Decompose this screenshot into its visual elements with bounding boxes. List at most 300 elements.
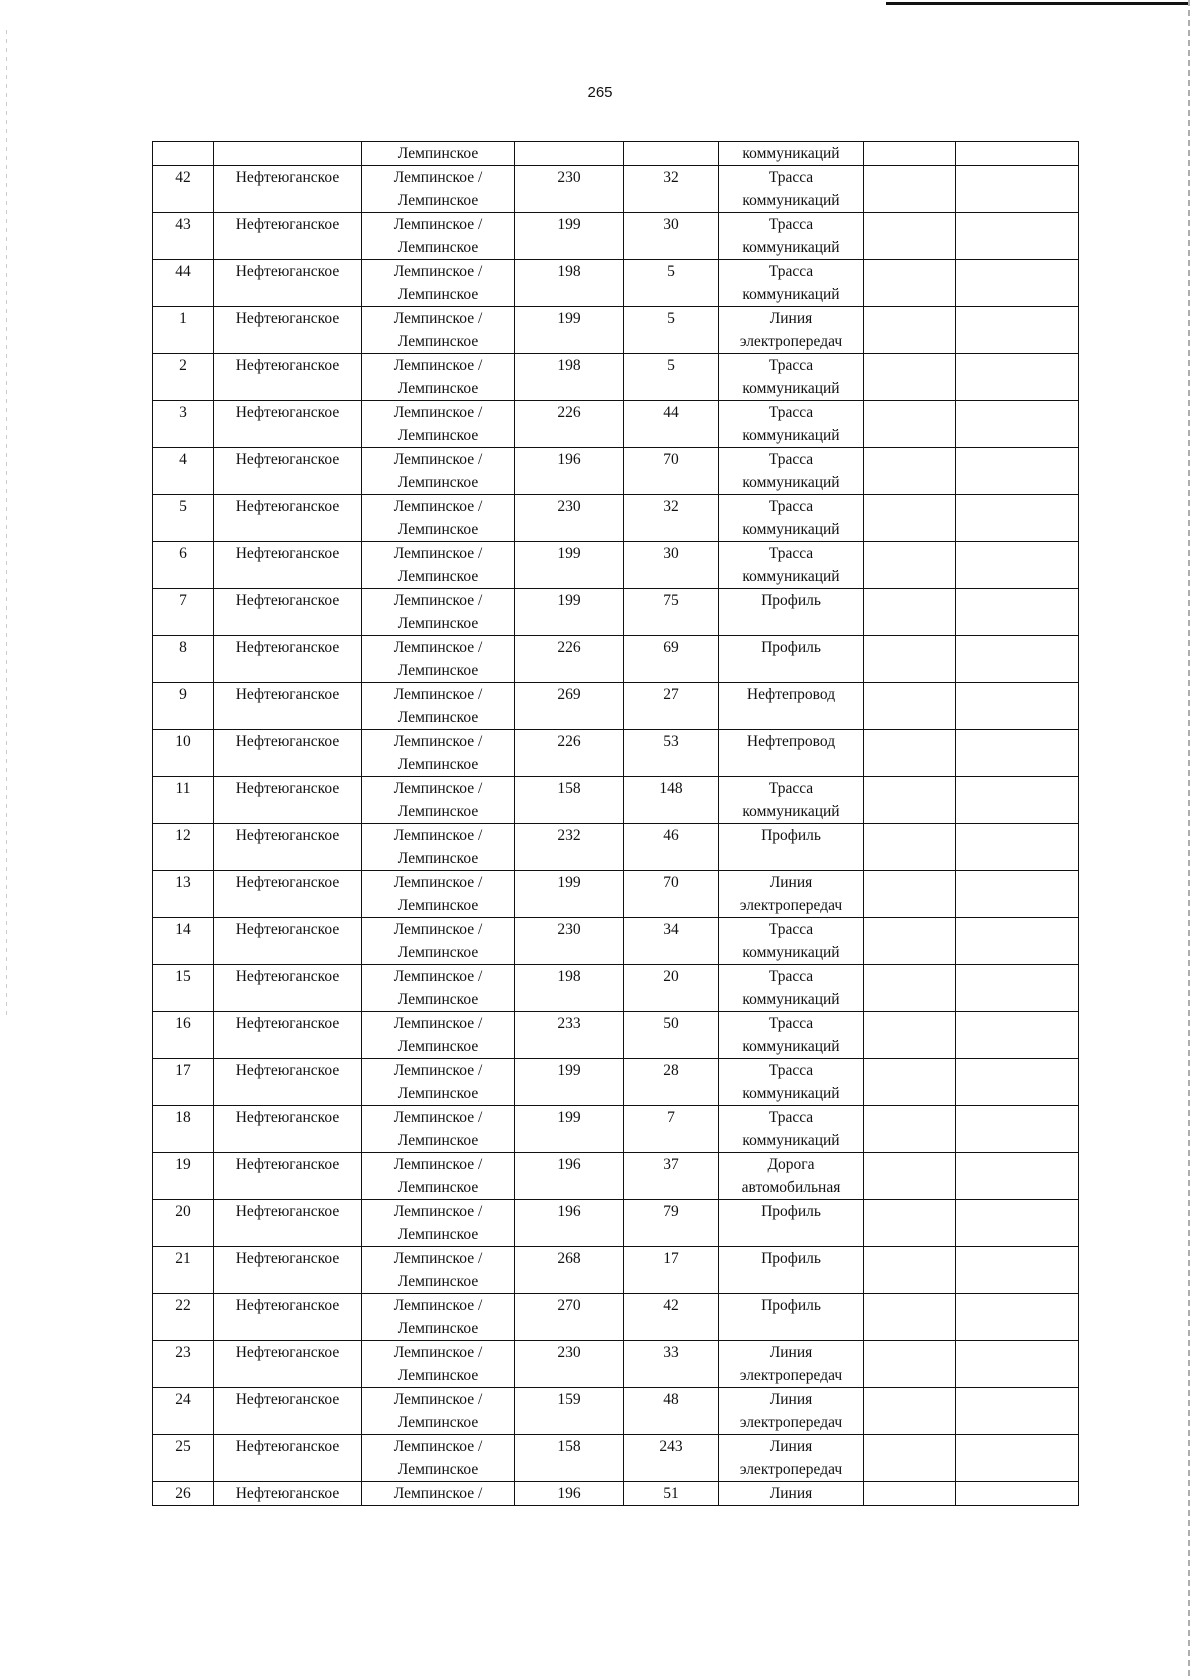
cell-empty — [956, 142, 1079, 166]
table-row — [153, 448, 1079, 495]
cell-object-type — [719, 260, 864, 307]
cell-text: Профиль — [761, 827, 821, 844]
cell-text: Лемпинское / — [393, 827, 483, 844]
cell-text: 196 — [557, 1203, 581, 1220]
cell-district — [362, 1059, 515, 1106]
cell-text: 230 — [557, 1344, 581, 1361]
cell-text: 51 — [663, 1485, 679, 1502]
cell-text: 34 — [663, 921, 679, 938]
cell-text: Линия — [769, 1438, 813, 1455]
cell-empty — [956, 1247, 1079, 1294]
cell-text: 27 — [663, 686, 679, 703]
cell-text: 3 — [179, 404, 187, 421]
cell-text: 70 — [663, 451, 679, 468]
cell-text: 1 — [179, 310, 187, 327]
cell-text: Лемпинское / — [393, 1109, 483, 1126]
cell-plot — [624, 142, 719, 166]
cell-text: Линия — [769, 1485, 813, 1502]
cell-text: 5 — [667, 263, 675, 280]
cell-plot — [624, 1247, 719, 1294]
cell-text: Линия — [769, 310, 813, 327]
cell-text: 18 — [175, 1109, 191, 1126]
cell-text: Нефтеюганское — [235, 639, 340, 656]
cell-text: Нефтеюганское — [235, 216, 340, 233]
cell-number — [153, 1012, 214, 1059]
cell-number — [153, 166, 214, 213]
table-row — [153, 871, 1079, 918]
cell-text: Лемпинское — [397, 1226, 479, 1243]
cell-text: 11 — [175, 780, 191, 797]
cell-text: 23 — [175, 1344, 191, 1361]
cell-text: Лемпинское / — [393, 592, 483, 609]
cell-text: Лемпинское — [397, 239, 479, 256]
cell-text: 21 — [175, 1250, 191, 1267]
cell-text: Лемпинское — [397, 756, 479, 773]
cell-text: Нефтеюганское — [235, 169, 340, 186]
cell-forestry — [214, 965, 362, 1012]
cell-plot — [624, 495, 719, 542]
cell-text: 42 — [663, 1297, 679, 1314]
cell-number — [153, 1247, 214, 1294]
cell-text: Лемпинское / — [393, 216, 483, 233]
cell-empty — [956, 589, 1079, 636]
cell-text: Лемпинское / — [393, 404, 483, 421]
cell-quarter — [515, 1200, 624, 1247]
cell-text: Нефтеюганское — [235, 733, 340, 750]
cell-forestry — [214, 354, 362, 401]
cell-number — [153, 1435, 214, 1482]
cell-plot — [624, 213, 719, 260]
cell-forestry — [214, 166, 362, 213]
cell-district — [362, 166, 515, 213]
cell-plot — [624, 777, 719, 824]
cell-forestry — [214, 871, 362, 918]
cell-district — [362, 1482, 515, 1506]
cell-text: электропередач — [739, 1461, 843, 1478]
cell-text: 44 — [663, 404, 679, 421]
cell-object-type — [719, 730, 864, 777]
cell-forestry — [214, 1059, 362, 1106]
cell-district — [362, 918, 515, 965]
cell-text: Нефтеюганское — [235, 1062, 340, 1079]
cell-quarter — [515, 166, 624, 213]
table-row — [153, 965, 1079, 1012]
cell-text: Лемпинское — [397, 1414, 479, 1431]
cell-number — [153, 354, 214, 401]
cell-text: Лемпинское — [397, 944, 479, 961]
cell-plot — [624, 542, 719, 589]
cell-text: коммуникаций — [742, 991, 840, 1008]
cell-number — [153, 636, 214, 683]
cell-plot — [624, 1482, 719, 1506]
cell-number — [153, 1294, 214, 1341]
cell-text: Лемпинское / — [393, 1297, 483, 1314]
cell-text: Лемпинское / — [393, 1391, 483, 1408]
cell-district — [362, 142, 515, 166]
cell-empty — [864, 1247, 956, 1294]
cell-district — [362, 1106, 515, 1153]
cell-object-type — [719, 142, 864, 166]
cell-text: 232 — [557, 827, 581, 844]
cell-text: Лемпинское — [397, 1320, 479, 1337]
cell-text: Трасса — [768, 357, 814, 374]
cell-forestry — [214, 307, 362, 354]
cell-text: Трасса — [768, 921, 814, 938]
cell-district — [362, 401, 515, 448]
cell-object-type — [719, 542, 864, 589]
cell-plot — [624, 1341, 719, 1388]
cell-district — [362, 871, 515, 918]
cell-text: 10 — [175, 733, 191, 750]
table-row — [153, 1294, 1079, 1341]
cell-text: Лемпинское / — [393, 1438, 483, 1455]
cell-text: Линия — [769, 1344, 813, 1361]
cell-object-type — [719, 495, 864, 542]
cell-quarter — [515, 1106, 624, 1153]
cell-text: 7 — [667, 1109, 675, 1126]
cell-text: Нефтеюганское — [235, 1297, 340, 1314]
cell-text: Дорога — [767, 1156, 815, 1173]
cell-text: Нефтеюганское — [235, 780, 340, 797]
cell-empty — [864, 636, 956, 683]
cell-text: Линия — [769, 1391, 813, 1408]
table-row — [153, 166, 1079, 213]
cell-plot — [624, 1106, 719, 1153]
table-row — [153, 307, 1079, 354]
cell-text: 196 — [557, 451, 581, 468]
cell-plot — [624, 824, 719, 871]
cell-text: Трасса — [768, 404, 814, 421]
cell-empty — [864, 1341, 956, 1388]
cell-plot — [624, 166, 719, 213]
cell-text: Трасса — [768, 451, 814, 468]
cell-text: Лемпинское / — [393, 1250, 483, 1267]
cell-district — [362, 589, 515, 636]
cell-quarter — [515, 354, 624, 401]
cell-quarter — [515, 1482, 624, 1506]
land-plots-table — [152, 141, 1079, 1506]
table-row — [153, 1106, 1079, 1153]
cell-text: 230 — [557, 169, 581, 186]
cell-object-type — [719, 401, 864, 448]
cell-forestry — [214, 542, 362, 589]
table-row — [153, 213, 1079, 260]
cell-text: 5 — [179, 498, 187, 515]
cell-text: коммуникаций — [742, 803, 840, 820]
cell-text: коммуникаций — [742, 1132, 840, 1149]
cell-plot — [624, 730, 719, 777]
cell-district — [362, 1153, 515, 1200]
cell-district — [362, 1294, 515, 1341]
cell-text: Лемпинское / — [393, 169, 483, 186]
cell-text: Лемпинское / — [393, 1015, 483, 1032]
cell-text: 199 — [557, 1062, 581, 1079]
cell-district — [362, 636, 515, 683]
cell-number — [153, 142, 214, 166]
cell-text: Нефтеюганское — [235, 686, 340, 703]
cell-quarter — [515, 260, 624, 307]
cell-text: 269 — [557, 686, 581, 703]
cell-text: коммуникаций — [742, 380, 840, 397]
cell-text: Нефтеюганское — [235, 310, 340, 327]
cell-plot — [624, 1012, 719, 1059]
top-rule — [886, 2, 1188, 5]
cell-empty — [956, 683, 1079, 730]
cell-number — [153, 1341, 214, 1388]
cell-text: 5 — [667, 310, 675, 327]
cell-quarter — [515, 636, 624, 683]
cell-text: Лемпинское — [397, 991, 479, 1008]
cell-empty — [956, 401, 1079, 448]
cell-text: 198 — [557, 968, 581, 985]
cell-text: Трасса — [768, 968, 814, 985]
cell-district — [362, 777, 515, 824]
cell-text: 199 — [557, 216, 581, 233]
table-row — [153, 1388, 1079, 1435]
cell-empty — [956, 1059, 1079, 1106]
cell-text: 230 — [557, 498, 581, 515]
cell-text: Лемпинское / — [393, 498, 483, 515]
cell-text: 8 — [179, 639, 187, 656]
cell-text: Нефтеюганское — [235, 1485, 340, 1502]
cell-quarter — [515, 965, 624, 1012]
cell-quarter — [515, 1341, 624, 1388]
cell-forestry — [214, 448, 362, 495]
cell-forestry — [214, 1294, 362, 1341]
cell-empty — [864, 1388, 956, 1435]
cell-district — [362, 1247, 515, 1294]
cell-text: 4 — [179, 451, 187, 468]
cell-district — [362, 965, 515, 1012]
cell-text: Лемпинское / — [393, 310, 483, 327]
cell-object-type — [719, 589, 864, 636]
cell-quarter — [515, 448, 624, 495]
cell-text: Трасса — [768, 263, 814, 280]
cell-text: коммуникаций — [742, 944, 840, 961]
cell-text: Нефтеюганское — [235, 1344, 340, 1361]
cell-district — [362, 307, 515, 354]
cell-text: Лемпинское — [397, 192, 479, 209]
cell-text: Лемпинское — [397, 709, 479, 726]
cell-text: 12 — [175, 827, 191, 844]
cell-empty — [864, 1482, 956, 1506]
cell-text: 199 — [557, 1109, 581, 1126]
table-row — [153, 401, 1079, 448]
cell-quarter — [515, 1388, 624, 1435]
cell-text: Лемпинское — [397, 568, 479, 585]
cell-empty — [956, 636, 1079, 683]
cell-text: электропередач — [739, 897, 843, 914]
cell-text: Лемпинское — [397, 286, 479, 303]
cell-quarter — [515, 918, 624, 965]
cell-number — [153, 1200, 214, 1247]
cell-text: Трасса — [768, 216, 814, 233]
table-row — [153, 1153, 1079, 1200]
cell-text: Нефтеюганское — [235, 357, 340, 374]
cell-text: Нефтеюганское — [235, 263, 340, 280]
cell-text: Лемпинское — [397, 897, 479, 914]
cell-empty — [864, 824, 956, 871]
cell-text: Нефтеюганское — [235, 498, 340, 515]
cell-plot — [624, 1435, 719, 1482]
cell-number — [153, 401, 214, 448]
cell-text: Лемпинское — [397, 850, 479, 867]
table-row — [153, 142, 1079, 166]
cell-text: Лемпинское — [397, 1085, 479, 1102]
cell-text: 43 — [175, 216, 191, 233]
cell-number — [153, 307, 214, 354]
cell-text: Трасса — [768, 169, 814, 186]
cell-forestry — [214, 401, 362, 448]
cell-text: Лемпинское / — [393, 921, 483, 938]
cell-number — [153, 495, 214, 542]
cell-text: 199 — [557, 310, 581, 327]
cell-text: Нефтеюганское — [235, 968, 340, 985]
cell-empty — [956, 1435, 1079, 1482]
cell-object-type — [719, 824, 864, 871]
cell-district — [362, 824, 515, 871]
cell-forestry — [214, 824, 362, 871]
cell-text: Нефтеюганское — [235, 1250, 340, 1267]
cell-plot — [624, 1200, 719, 1247]
scan-edge-right — [1188, 0, 1190, 1676]
cell-object-type — [719, 1012, 864, 1059]
cell-quarter — [515, 683, 624, 730]
cell-text: Профиль — [761, 639, 821, 656]
table-row — [153, 777, 1079, 824]
cell-plot — [624, 354, 719, 401]
table-row — [153, 260, 1079, 307]
cell-quarter — [515, 307, 624, 354]
cell-object-type — [719, 1435, 864, 1482]
cell-text: Лемпинское / — [393, 545, 483, 562]
cell-text: Нефтеюганское — [235, 1015, 340, 1032]
table-row — [153, 589, 1079, 636]
cell-number — [153, 824, 214, 871]
cell-text: 243 — [659, 1438, 683, 1455]
cell-text: 196 — [557, 1156, 581, 1173]
cell-object-type — [719, 213, 864, 260]
cell-text: Лемпинское — [397, 1367, 479, 1384]
cell-text: коммуникаций — [742, 286, 840, 303]
cell-plot — [624, 307, 719, 354]
cell-text: Трасса — [768, 780, 814, 797]
cell-text: 13 — [175, 874, 191, 891]
cell-text: 48 — [663, 1391, 679, 1408]
cell-text: 33 — [663, 1344, 679, 1361]
cell-empty — [864, 354, 956, 401]
cell-number — [153, 542, 214, 589]
cell-forestry — [214, 213, 362, 260]
cell-district — [362, 448, 515, 495]
cell-number — [153, 965, 214, 1012]
cell-number — [153, 683, 214, 730]
cell-object-type — [719, 166, 864, 213]
cell-text: Профиль — [761, 1250, 821, 1267]
cell-empty — [956, 965, 1079, 1012]
cell-text: Лемпинское — [397, 1038, 479, 1055]
cell-quarter — [515, 142, 624, 166]
cell-text: 199 — [557, 592, 581, 609]
cell-text: Трасса — [768, 498, 814, 515]
table-row — [153, 824, 1079, 871]
cell-text: Нефтеюганское — [235, 451, 340, 468]
cell-number — [153, 589, 214, 636]
cell-text: Линия — [769, 874, 813, 891]
cell-empty — [956, 1200, 1079, 1247]
cell-text: Лемпинское / — [393, 1156, 483, 1173]
cell-forestry — [214, 1435, 362, 1482]
cell-text: Лемпинское — [397, 803, 479, 820]
cell-object-type — [719, 1200, 864, 1247]
cell-quarter — [515, 1247, 624, 1294]
cell-text: 30 — [663, 216, 679, 233]
cell-text: 26 — [175, 1485, 191, 1502]
cell-text: 159 — [557, 1391, 581, 1408]
cell-text: 37 — [663, 1156, 679, 1173]
cell-empty — [956, 260, 1079, 307]
cell-empty — [956, 1294, 1079, 1341]
cell-forestry — [214, 1388, 362, 1435]
cell-text: электропередач — [739, 333, 843, 350]
cell-text: Лемпинское / — [393, 968, 483, 985]
cell-forestry — [214, 918, 362, 965]
cell-forestry — [214, 142, 362, 166]
cell-district — [362, 1200, 515, 1247]
cell-text: 2 — [179, 357, 187, 374]
cell-empty — [864, 495, 956, 542]
cell-text: коммуникаций — [742, 239, 840, 256]
cell-district — [362, 683, 515, 730]
cell-empty — [956, 542, 1079, 589]
cell-empty — [956, 1012, 1079, 1059]
cell-quarter — [515, 401, 624, 448]
cell-empty — [864, 1012, 956, 1059]
cell-text: Лемпинское / — [393, 357, 483, 374]
cell-plot — [624, 401, 719, 448]
table-row — [153, 1435, 1079, 1482]
cell-quarter — [515, 589, 624, 636]
cell-number — [153, 777, 214, 824]
cell-number — [153, 918, 214, 965]
table-row — [153, 1482, 1079, 1506]
cell-text: Лемпинское / — [393, 263, 483, 280]
cell-empty — [864, 1106, 956, 1153]
cell-number — [153, 730, 214, 777]
cell-empty — [956, 307, 1079, 354]
cell-text: Лемпинское — [397, 1179, 479, 1196]
cell-number — [153, 260, 214, 307]
cell-empty — [864, 918, 956, 965]
cell-text: Нефтеюганское — [235, 1203, 340, 1220]
cell-empty — [864, 260, 956, 307]
cell-text: Лемпинское — [397, 615, 479, 632]
cell-number — [153, 1388, 214, 1435]
cell-forestry — [214, 1200, 362, 1247]
cell-text: коммуникаций — [742, 521, 840, 538]
cell-forestry — [214, 730, 362, 777]
cell-text: 42 — [175, 169, 191, 186]
cell-text: 20 — [175, 1203, 191, 1220]
cell-object-type — [719, 1106, 864, 1153]
cell-forestry — [214, 636, 362, 683]
cell-text: Трасса — [768, 545, 814, 562]
cell-empty — [864, 1435, 956, 1482]
cell-text: Лемпинское — [397, 474, 479, 491]
cell-text: Нефтеюганское — [235, 921, 340, 938]
cell-empty — [864, 683, 956, 730]
cell-text: Лемпинское — [397, 662, 479, 679]
